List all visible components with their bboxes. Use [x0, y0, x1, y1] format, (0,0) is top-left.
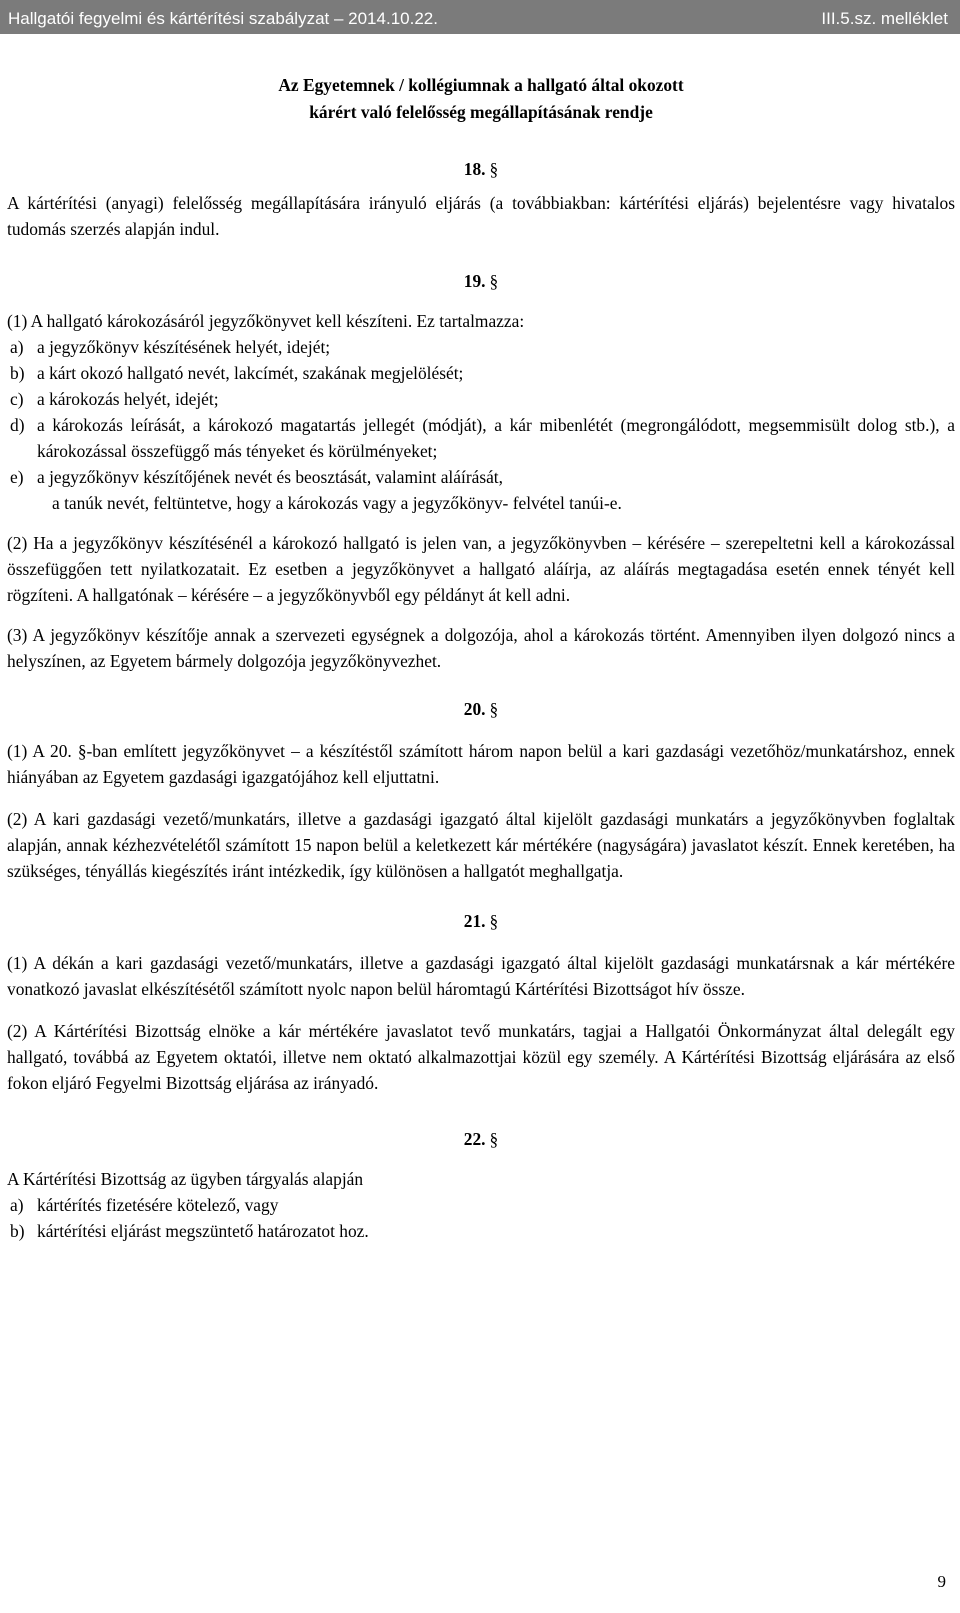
section-symbol: § [489, 911, 499, 931]
list-label: d) [10, 415, 25, 435]
document-title [7, 72, 955, 126]
s21-paragraph-2: (2) A Kártérítési Bizottság elnöke a kár mértékére javaslatot tevő munkatárs, tagjai a Hallgatói Önkormányzat által delegált egy hallgató, továbbá az Egyetem oktatói, illetve nem oktató alkalmazottjai közül egy személy. A Kártérítési Bizottság eljárására az első fokon eljáró Fegyelmi Bizottság eljárása az irányadó. [7, 1021, 955, 1093]
list-label: b) [10, 1221, 25, 1241]
list-label: b) [10, 363, 25, 383]
list-label: a) [10, 337, 24, 357]
section-number: 20. [463, 699, 486, 719]
section-number: 21. [463, 911, 486, 931]
list-item [7, 360, 955, 386]
s20-paragraph-1: (1) A 20. §-ban említett jegyzőkönyvet – a készítéstől számított három napon belül a kari gazdasági vezetőhöz/munkatárshoz, ennek hiányában az Egyetem gazdasági igazgatójához kell eljuttatni. [7, 741, 955, 787]
header-title: Hallgatói fegyelmi és kártérítési szabályzat – 2014.10.22. [8, 9, 438, 28]
s21-paragraph-1: (1) A dékán a kari gazdasági vezető/munkatárs, illetve a gazdasági igazgató által kijelölt gazdasági munkatársnak a kár mértékére vonatkozó javaslat elkészítésétől számított nyolc napon belül háromtagú Kártérítési Bizottságot hív össze. [7, 953, 955, 999]
section-number: 18. [463, 159, 486, 179]
list-text: kártérítési eljárást megszüntető határozatot hoz. [37, 1221, 369, 1241]
section-number: 19. [463, 271, 486, 291]
title-line-2: kárért való felelősség megállapításának rendje [309, 102, 653, 122]
s19-p1-intro: (1) A hallgató károkozásáról jegyzőkönyvet kell készíteni. Ez tartalmazza: [7, 311, 525, 331]
section-21-heading [7, 908, 955, 934]
list-item [7, 334, 955, 360]
section-symbol: § [489, 699, 499, 719]
section-symbol: § [489, 1129, 499, 1149]
list-label: c) [10, 389, 24, 409]
list-item [7, 464, 955, 490]
document-body [7, 38, 955, 1244]
section-number: 22. [463, 1129, 486, 1149]
section-symbol: § [489, 271, 499, 291]
s22-intro: A Kártérítési Bizottság az ügyben tárgyalás alapján [7, 1169, 364, 1189]
section-22-heading [7, 1126, 955, 1152]
page-header [0, 0, 960, 34]
list-label: e) [10, 467, 24, 487]
list-item [7, 412, 955, 464]
list-item-continuation: a tanúk nevét, feltüntetve, hogy a károkozás vagy a jegyzőkönyv- felvétel tanúi-e. [52, 493, 622, 513]
list-item [7, 386, 955, 412]
section-19-heading [7, 268, 955, 294]
list-text: a károkozás helyét, idejét; [37, 389, 219, 409]
list-text: a jegyzőkönyv készítőjének nevét és beosztását, valamint aláírását, [37, 467, 503, 487]
s20-paragraph-2: (2) A kari gazdasági vezető/munkatárs, illetve a gazdasági igazgató által kijelölt gazdasági munkatárs a jegyzőkönyvben foglaltak alapján, annak kézhezvételétől számított 15 napon belül a keletkezett kár mértékére (nagyságára) javaslatot készít. Ennek keretében, ha szükséges, tényállás kiegészítés iránt intézkedik, így különösen a hallgatót meghallgatja. [7, 809, 955, 881]
page-number: 9 [937, 1572, 946, 1591]
list-text: kártérítés fizetésére kötelező, vagy [37, 1195, 279, 1215]
list-text: a jegyzőkönyv készítésének helyét, idejét; [37, 337, 331, 357]
section-symbol: § [489, 159, 499, 179]
list-item [7, 1218, 955, 1244]
section-18-heading [7, 156, 955, 182]
s19-paragraph-2: (2) Ha a jegyzőkönyv készítésénél a károkozó hallgató is jelen van, a jegyzőkönyvben – kérésére – szerepeltetni kell a károkozással összefüggően tett nyilatkozatait. Ez esetben a jegyzőkönyvet a hallgató aláírja, az aláírás megtagadása esetén ennek tényét kell rögzíteni. A hallgatónak – kérésére – a jegyzőkönyvből egy példányt át kell adni. [7, 533, 955, 605]
list-item [7, 1192, 955, 1218]
s19-paragraph-3: (3) A jegyzőkönyv készítője annak a szervezeti egységnek a dolgozója, ahol a károkozás történt. Amennyiben ilyen dolgozó nincs a helyszínen, az Egyetem bármely dolgozója jegyzőkönyvezhet. [7, 625, 955, 671]
list-text: a károkozás leírását, a károkozó magatartás jellegét (módját), a kár mibenlétét (megrongálódott, megsemmisült dolog stb.), a károkozással összefüggő más tényeket és körülményeket; [37, 415, 955, 461]
list-label: a) [10, 1195, 24, 1215]
header-annex: III.5.sz. melléklet [821, 9, 948, 28]
section-20-heading [7, 696, 955, 722]
s18-paragraph: A kártérítési (anyagi) felelősség megállapítására irányuló eljárás (a továbbiakban: kártérítési eljárás) bejelentésre vagy hivatalos tudomás szerzés alapján indul. [7, 193, 955, 239]
list-text: a kárt okozó hallgató nevét, lakcímét, szakának megjelölését; [37, 363, 464, 383]
title-line-1: Az Egyetemnek / kollégiumnak a hallgató által okozott [278, 75, 684, 95]
